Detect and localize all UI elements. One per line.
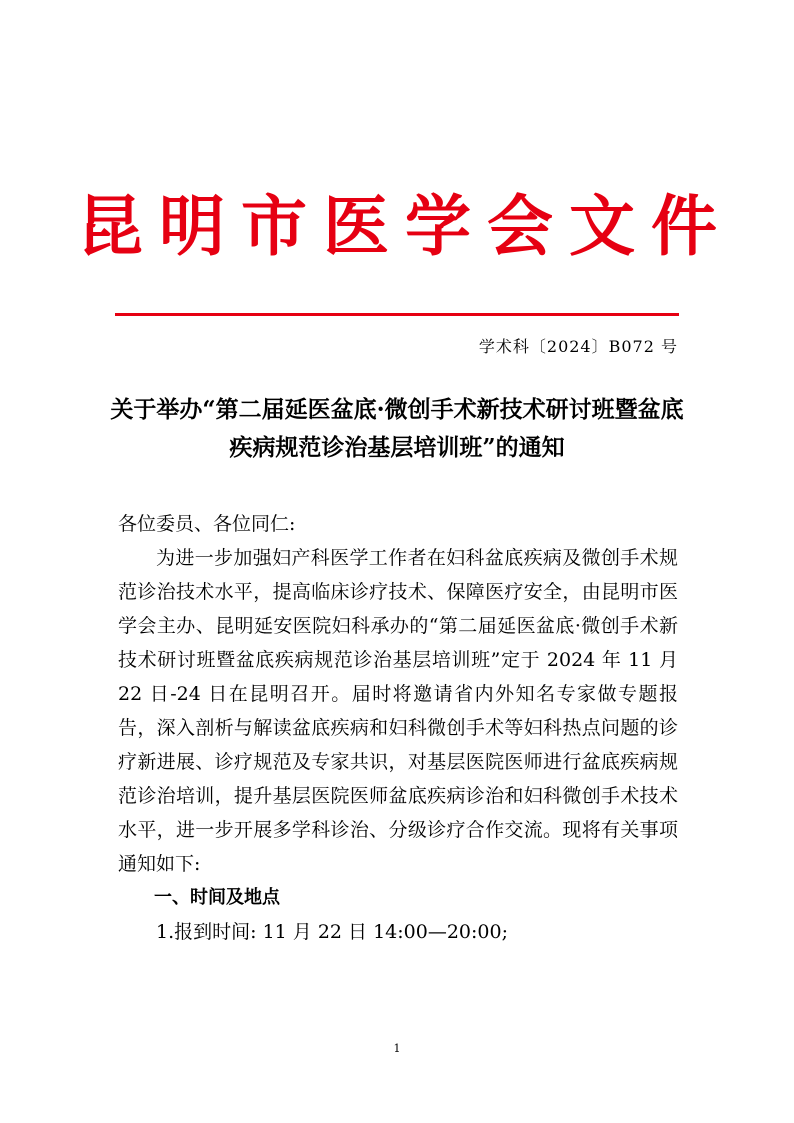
- list-item: 1.报到时间: 11 月 22 日 14:00—20:00;: [156, 921, 508, 943]
- document-number: 学术科〔2024〕B072 号: [478, 337, 678, 356]
- document-title: 关于举办“第二届延医盆底·微创手术新技术研讨班暨盆底疾病规范诊治基层培训班”的通知: [110, 396, 684, 461]
- document-masthead: 昆明市医学会文件: [77, 188, 733, 265]
- body-paragraph: 为进一步加强妇产科医学工作者在妇科盆底疾病及微创手术规范诊治技术水平，提高临床诊疗技术、保障医疗安全，由昆明市医学会主办、昆明延安医院妇科承办的“第二届延医盆底·微创手术新技术研讨班暨盆底疾病规范诊治基层培训班”定于 2024 年 11 月 22 日-24 日在昆明召开。届时将邀请省内外知名专家做专题报告，深入剖析与解读盆底疾病和妇科微创手术等妇科热点问题的诊疗新进展、诊疗规范及专家共识，对基层医院医师进行盆底疾病规范诊治培训，提升基层医院医师盆底疾病诊治和妇科微创手术技术水平，进一步开展多学科诊治、分级诊疗合作交流。现将有关事项通知如下:: [118, 547, 678, 875]
- section-heading: 一、时间及地点: [154, 887, 280, 908]
- salutation: 各位委员、各位同仁:: [118, 513, 296, 535]
- page-number: 1: [393, 1042, 401, 1055]
- document-body: [118, 507, 678, 949]
- masthead-divider-rule: [115, 313, 679, 316]
